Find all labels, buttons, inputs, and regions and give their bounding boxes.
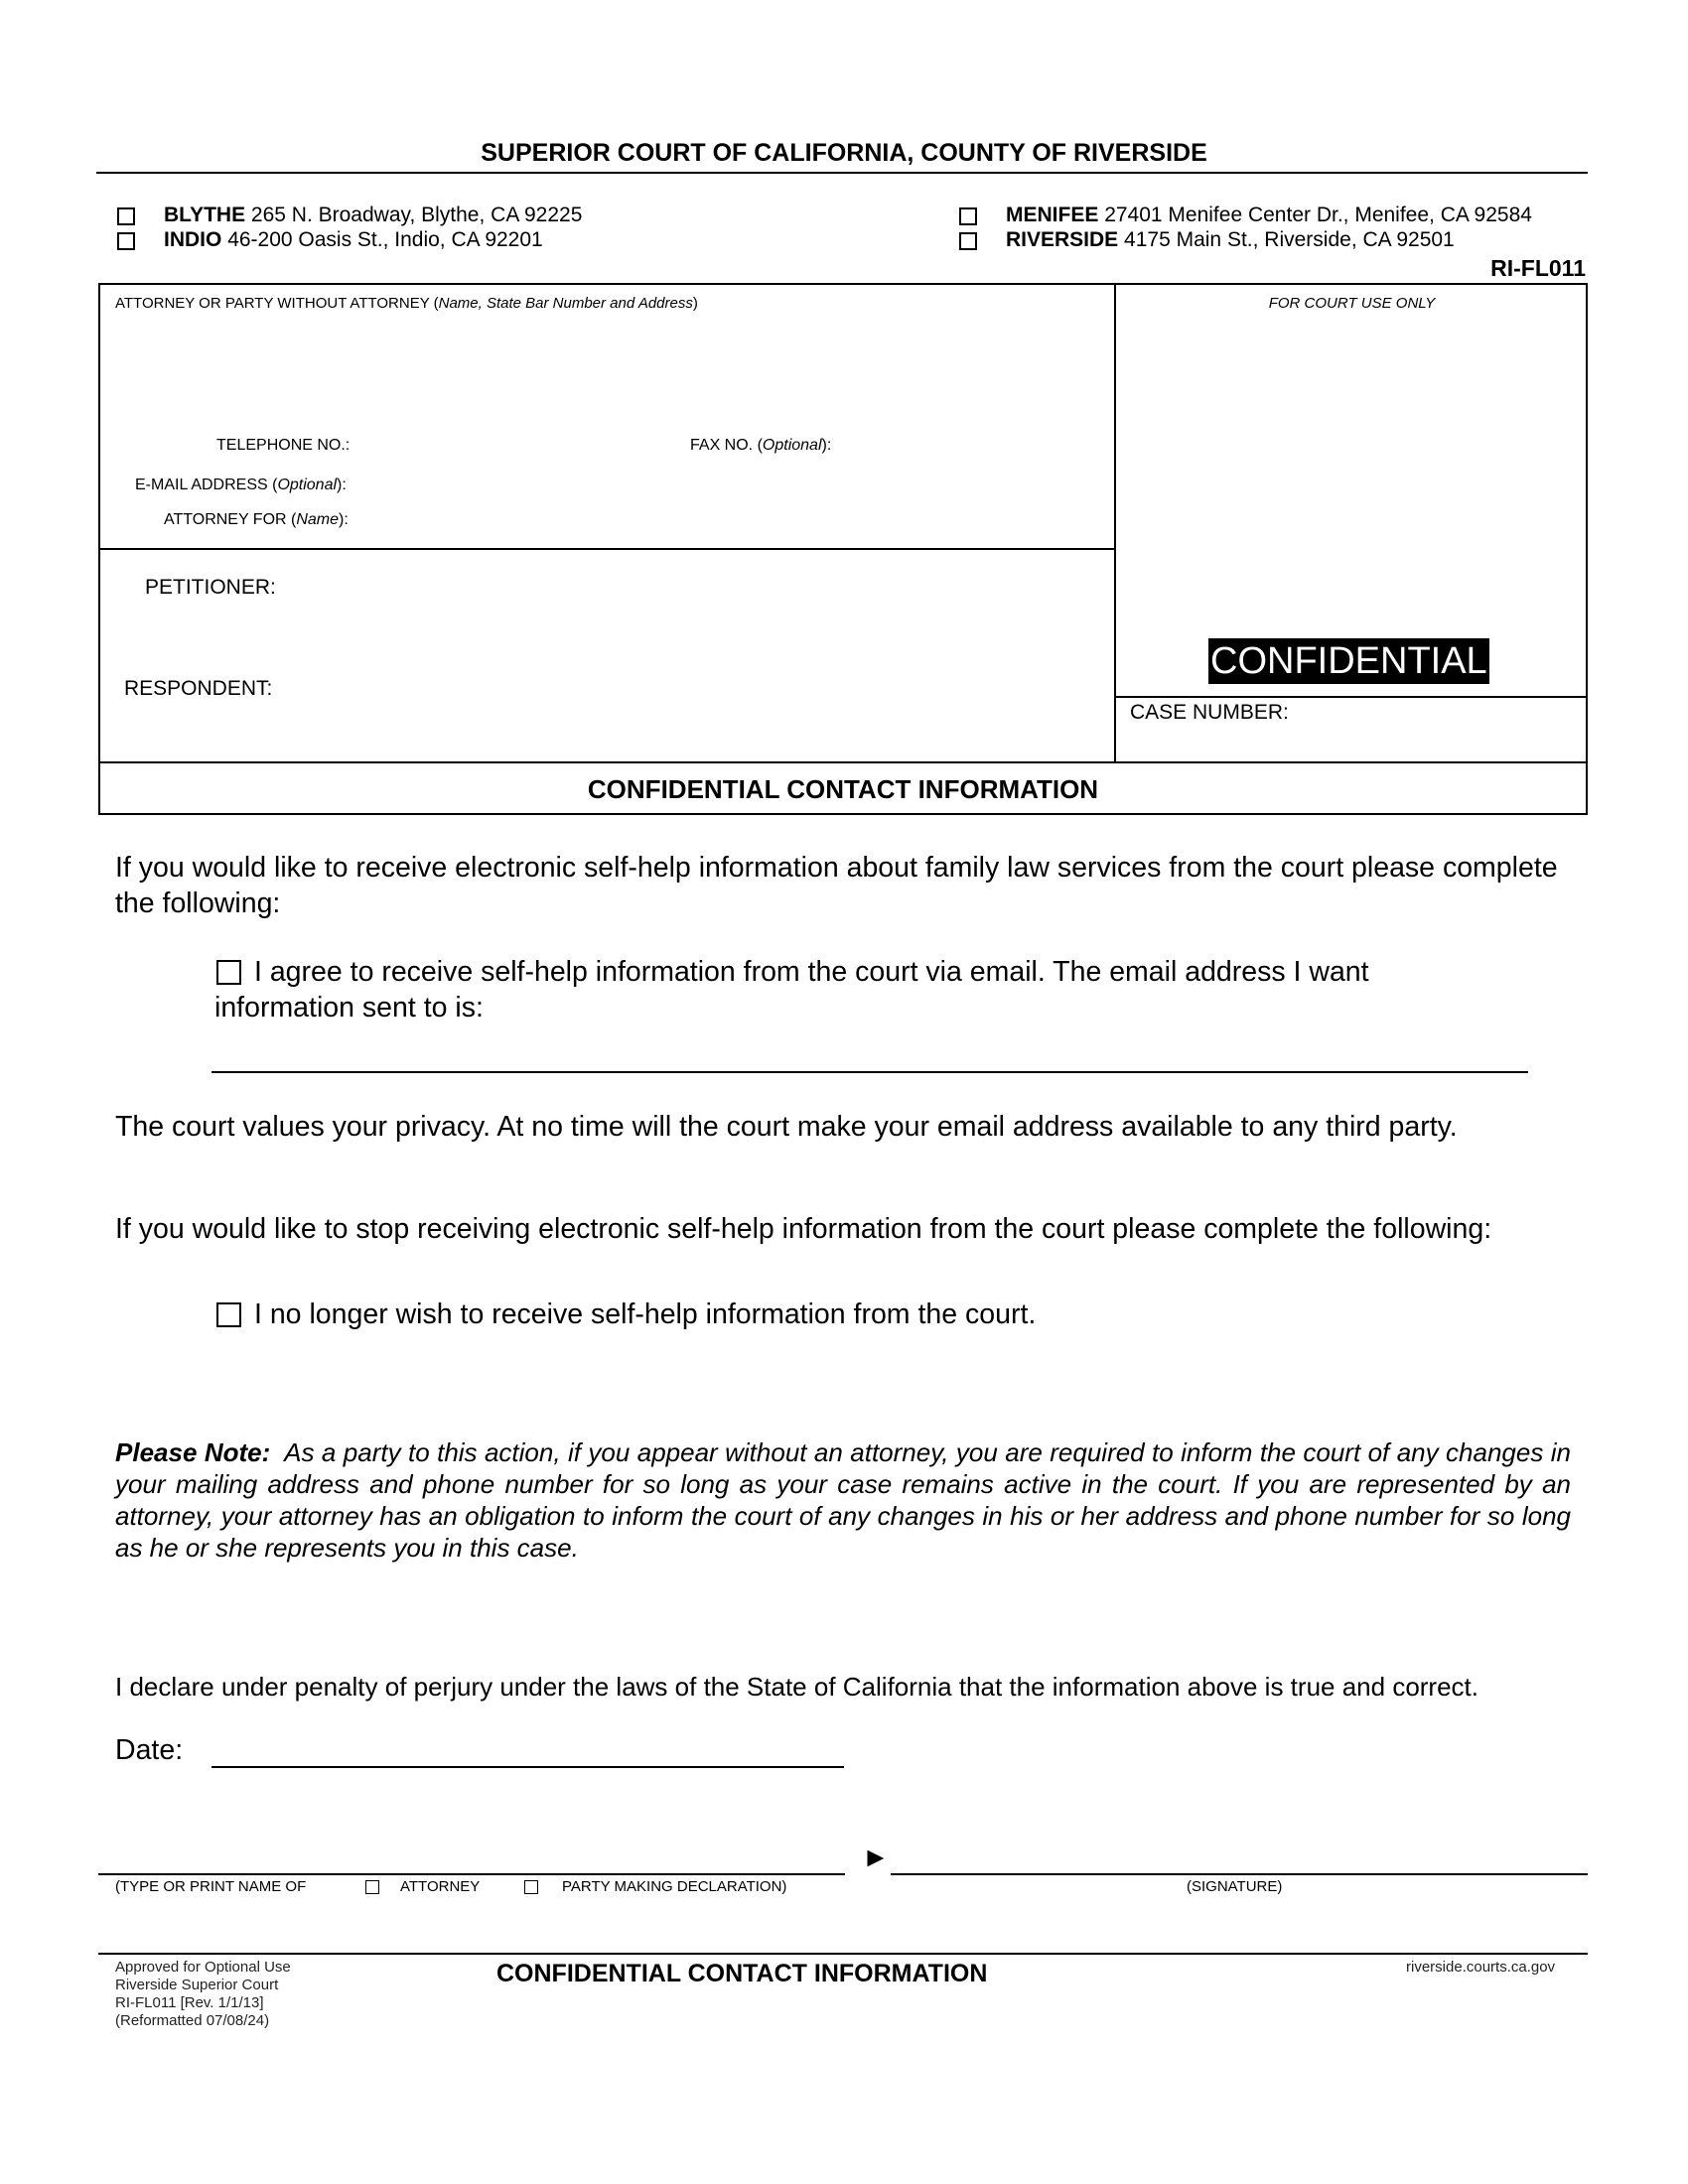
case-number-label: CASE NUMBER: <box>1130 701 1289 724</box>
riverside-location <box>1006 228 1455 252</box>
riverside-checkbox[interactable] <box>959 232 977 250</box>
menifee-location <box>1006 204 1532 227</box>
footer-court: Riverside Superior Court <box>115 1977 279 1993</box>
blythe-location <box>164 204 582 227</box>
respondent-label: RESPONDENT: <box>124 677 273 700</box>
indio-checkbox[interactable] <box>117 232 135 250</box>
title-top-rule <box>98 761 1588 763</box>
signature-line[interactable] <box>891 1873 1588 1875</box>
print-name-line[interactable] <box>98 1873 845 1875</box>
please-note <box>115 1436 1571 1564</box>
stop-checkbox[interactable] <box>216 1302 241 1327</box>
blythe-name: BLYTHE <box>164 204 246 226</box>
footer-approval <box>115 1959 291 2030</box>
menifee-address: 27401 Menifee Center Dr., Menifee, CA 92584 <box>1104 204 1532 226</box>
intro-text: If you would like to receive electronic self-help information about family law services from the court please complete the following: <box>115 852 1558 919</box>
signature-arrow: ► <box>862 1842 890 1872</box>
indio-address: 46-200 Oasis St., Indio, CA 92201 <box>227 228 543 251</box>
blythe-address: 265 N. Broadway, Blythe, CA 92225 <box>250 204 583 226</box>
stop-option: I no longer wish to receive self-help information from the court. <box>254 1298 1037 1330</box>
fax-label: FAX NO. (Optional): <box>690 437 832 454</box>
footer-title: CONFIDENTIAL CONTACT INFORMATION <box>496 1960 988 1987</box>
email-address-line[interactable] <box>211 1071 1528 1073</box>
date-label: Date: <box>115 1734 184 1766</box>
riverside-address: 4175 Main St., Riverside, CA 92501 <box>1124 228 1455 251</box>
confidential-stamp: CONFIDENTIAL <box>1210 640 1487 682</box>
menifee-checkbox[interactable] <box>959 207 977 225</box>
email-label: E-MAIL ADDRESS (Optional): <box>135 477 347 493</box>
attorney-for-label: ATTORNEY FOR (Name): <box>164 511 349 528</box>
attorney-option-label: ATTORNEY <box>400 1878 481 1895</box>
riverside-name: RIVERSIDE <box>1006 228 1119 251</box>
party-checkbox[interactable] <box>524 1880 538 1894</box>
form-title: CONFIDENTIAL CONTACT INFORMATION <box>587 774 1099 804</box>
attorney-bottom-rule <box>98 548 1115 550</box>
header-rule <box>96 172 1588 174</box>
footer-rule <box>98 1953 1588 1955</box>
party-option-label: PARTY MAKING DECLARATION) <box>562 1878 787 1895</box>
indio-location <box>164 228 543 252</box>
declaration-text: I declare under penalty of perjury under the laws of the State of California that the information above is true and correct. <box>115 1672 1478 1702</box>
date-line[interactable] <box>211 1766 844 1768</box>
petitioner-label: PETITIONER: <box>145 576 276 599</box>
please-note-label: Please Note: <box>115 1437 271 1467</box>
type-name-label: (TYPE OR PRINT NAME OF <box>115 1878 307 1895</box>
footer-reformatted: (Reformatted 07/08/24) <box>115 2012 270 2029</box>
form-id: RI-FL011 <box>1490 255 1586 281</box>
court-title: SUPERIOR COURT OF CALIFORNIA, COUNTY OF RIVERSIDE <box>481 139 1207 167</box>
attorney-label: ATTORNEY OR PARTY WITHOUT ATTORNEY (Name, State Bar Number and Address) <box>115 295 698 312</box>
telephone-label: TELEPHONE NO.: <box>216 437 351 454</box>
agree-option: I agree to receive self-help information from the court via email. The email address I want information sent to is: <box>214 956 1369 1024</box>
please-note-text: As a party to this action, if you appear without an attorney, you are required to inform the court of any changes in your mailing address and phone number for so long as your case remains active in the court. If you are represented by an attorney, your attorney has an obligation to inform the court of any changes in his or her address and phone number for so long as he or she represents you in this case. <box>115 1437 1571 1563</box>
indio-name: INDIO <box>164 228 222 251</box>
case-number-rule <box>1114 696 1588 698</box>
footer-rev: RI-FL011 [Rev. 1/1/13] <box>115 1994 264 2011</box>
privacy-text: The court values your privacy. At no time will the court make your email address available to any third party. <box>115 1111 1458 1143</box>
stop-intro-text: If you would like to stop receiving electronic self-help information from the court please complete the following: <box>115 1213 1492 1245</box>
footer-website: riverside.courts.ca.gov <box>1406 1959 1556 1976</box>
caption-divider <box>1114 283 1116 763</box>
attorney-checkbox[interactable] <box>365 1880 379 1894</box>
court-use-label: FOR COURT USE ONLY <box>1268 295 1436 312</box>
signature-label: (SIGNATURE) <box>1187 1878 1283 1895</box>
menifee-name: MENIFEE <box>1006 204 1099 226</box>
footer-approved: Approved for Optional Use <box>115 1959 291 1976</box>
blythe-checkbox[interactable] <box>117 207 135 225</box>
